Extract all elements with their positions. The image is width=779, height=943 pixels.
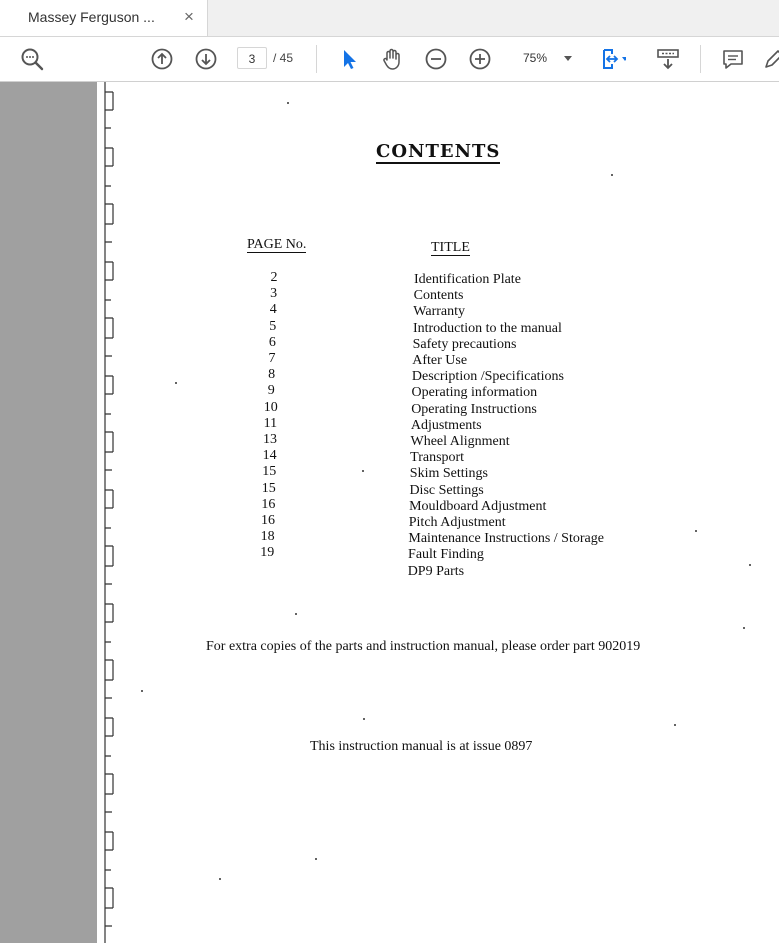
contents-page-number: 15 — [262, 464, 277, 480]
title-column-header: TITLE — [431, 240, 470, 255]
contents-heading: CONTENTS — [376, 141, 501, 162]
toolbar — [0, 37, 779, 82]
toolbar-divider — [700, 45, 701, 73]
contents-page-number: 2 — [270, 270, 278, 285]
contents-entry-title: Transport — [410, 450, 465, 466]
scan-speck — [611, 174, 613, 176]
contents-page-number: 10 — [263, 399, 278, 415]
contents-page-number: 9 — [267, 383, 275, 399]
arrow-down-circle-icon[interactable] — [192, 45, 220, 73]
scan-speck — [295, 613, 297, 615]
contents-entry-title: Pitch Adjustment — [408, 515, 506, 530]
hand-icon[interactable] — [378, 45, 406, 73]
scroll-mode-icon[interactable] — [654, 45, 682, 73]
tab-bar — [0, 0, 779, 37]
toolbar-divider — [316, 45, 317, 73]
contents-page-number: 5 — [269, 318, 277, 334]
contents-entry-title: Maintenance Instructions / Storage — [408, 531, 604, 547]
scan-speck — [749, 564, 751, 566]
issue-note: This instruction manual is at issue 0897 — [310, 739, 533, 754]
scan-speck — [695, 530, 697, 532]
contents-page-number: 18 — [260, 529, 275, 545]
comment-icon[interactable] — [719, 45, 747, 73]
contents-page-number: 15 — [261, 480, 276, 496]
pen-icon[interactable] — [760, 45, 779, 73]
contents-page-number: 3 — [270, 286, 278, 302]
contents-entry-title: Warranty — [413, 304, 466, 320]
contents-page-number: 19 — [260, 545, 275, 561]
contents-entry-title: Fault Finding — [408, 547, 484, 563]
contents-entry-title: Introduction to the manual — [412, 320, 562, 336]
contents-entry-title: Operating information — [411, 385, 538, 401]
cursor-icon[interactable] — [335, 45, 363, 73]
scan-speck — [175, 382, 177, 384]
plus-circle-icon[interactable] — [466, 45, 494, 73]
page-column-header: PAGE No. — [247, 237, 307, 252]
contents-page-number: 4 — [269, 302, 277, 318]
tab-title: Massey Ferguson ... — [28, 9, 155, 25]
contents-page-number: 11 — [263, 415, 278, 431]
document-tab[interactable] — [0, 0, 208, 36]
zoom-select[interactable]: 75% — [523, 51, 548, 65]
contents-page-number: 14 — [262, 448, 277, 464]
contents-page-number: 8 — [268, 367, 276, 383]
arrow-up-circle-icon[interactable] — [148, 45, 176, 73]
scan-speck — [674, 724, 676, 726]
scan-speck — [363, 718, 365, 720]
contents-entry-title: Skim Settings — [409, 466, 488, 482]
contents-entry-title: Disc Settings — [409, 482, 484, 498]
contents-page-number: 6 — [268, 334, 276, 350]
contents-entry-title: Identification Plate — [414, 272, 521, 287]
contents-page-number: 7 — [268, 351, 276, 366]
scan-speck — [362, 470, 364, 472]
pdf-page — [97, 82, 779, 943]
contents-page-number: 16 — [261, 513, 275, 528]
fit-page-icon[interactable] — [598, 45, 626, 73]
search-icon[interactable] — [18, 45, 46, 73]
page-number-input[interactable]: 3 — [237, 47, 267, 69]
contents-entry-title: Adjustments — [410, 417, 482, 433]
contents-entry-title: Description /Specifications — [411, 369, 564, 385]
contents-page-number: 16 — [261, 496, 276, 512]
scan-speck — [315, 858, 317, 860]
chevron-down-icon[interactable] — [564, 56, 572, 61]
contents-entry-title: Operating Instructions — [411, 401, 537, 417]
close-tab-button[interactable]: × — [184, 7, 194, 26]
contents-entry-title: After Use — [412, 353, 468, 368]
minus-circle-icon[interactable] — [422, 45, 450, 73]
contents-entry-title: Wheel Alignment — [410, 434, 510, 449]
order-note: For extra copies of the parts and instruction manual, please order part 902019 — [206, 639, 641, 654]
contents-entry-title: DP9 Parts — [407, 563, 465, 579]
contents-page-number: 13 — [263, 432, 277, 447]
contents-entry-title: Safety precautions — [412, 336, 517, 352]
scan-speck — [743, 627, 745, 629]
scan-speck — [219, 878, 221, 880]
scan-speck — [287, 102, 289, 104]
scan-speck — [141, 690, 143, 692]
contents-entry-title: Mouldboard Adjustment — [409, 498, 547, 514]
contents-entry-title: Contents — [413, 288, 464, 304]
binding-edge — [97, 82, 119, 943]
document-viewer[interactable] — [0, 82, 779, 943]
page-total: / 45 — [273, 51, 294, 65]
